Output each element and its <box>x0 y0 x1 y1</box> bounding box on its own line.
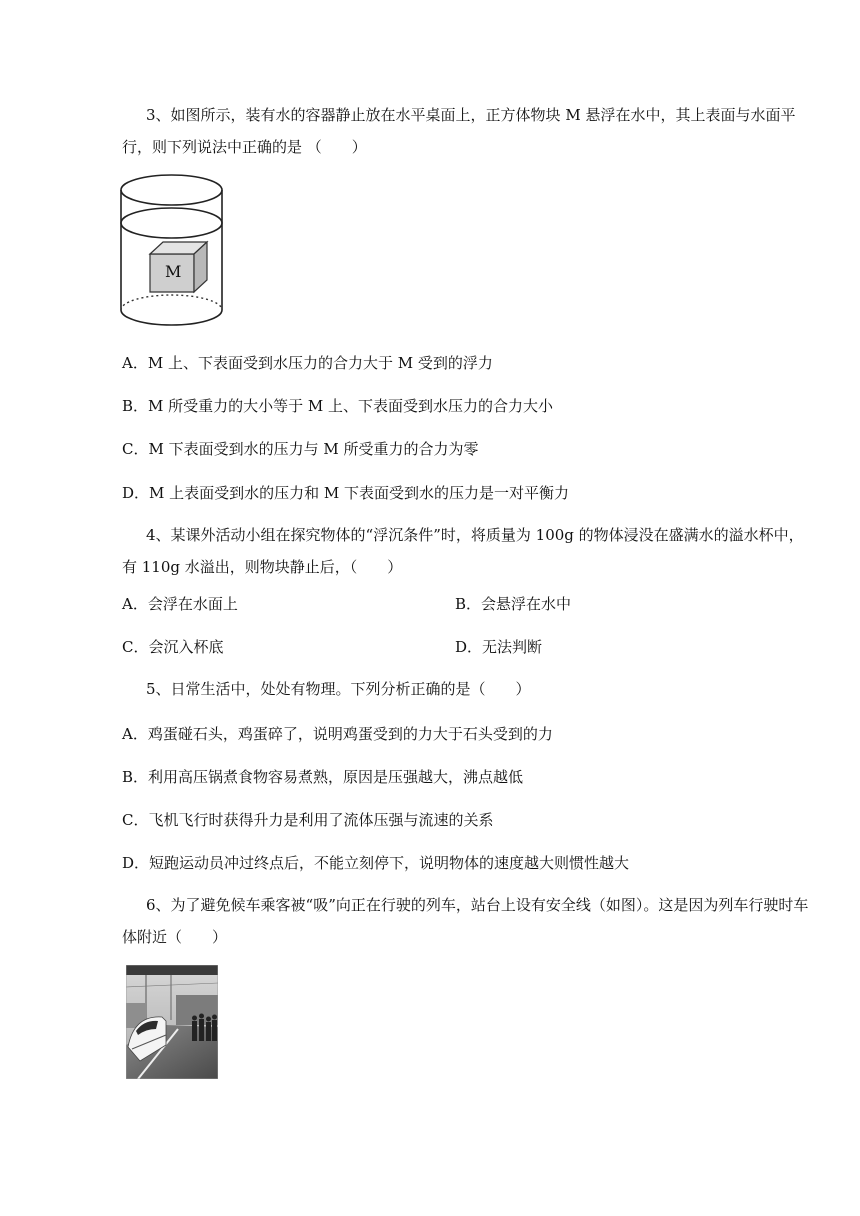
cube-m <box>150 242 207 292</box>
question-5-stem: 5、日常生活中，处处有物理。下列分析正确的是（ ） <box>146 680 531 698</box>
question-5-option-b: B．利用高压锅煮食物容易煮熟，原因是压强越大，沸点越低 <box>122 768 524 786</box>
question-4-option-d: D．无法判断 <box>455 638 543 656</box>
question-5-option-a: A．鸡蛋碰石头，鸡蛋碎了，说明鸡蛋受到的力大于石头受到的力 <box>122 725 553 743</box>
cube-label: M <box>165 262 182 281</box>
water-container-figure <box>118 170 226 330</box>
train-platform-photo <box>126 965 218 1079</box>
question-4-option-a: A．会浮在水面上 <box>122 595 238 613</box>
question-3-stem: 3、如图所示，装有水的容器静止放在水平桌面上，正方体物块 M 悬浮在水中，其上表面与水面平行，则下列说法中正确的是 （ ） <box>122 106 796 156</box>
question-5-option-d: D．短跑运动员冲过终点后，不能立刻停下，说明物体的速度越大则惯性越大 <box>122 854 630 872</box>
question-5-option-c: C．飞机飞行时获得升力是利用了流体压强与流速的关系 <box>122 811 494 829</box>
question-6-stem: 6、为了避免候车乘客被“吸”向正在行驶的列车，站台上设有安全线（如图）。这是因为列车行驶时车体附近（ ） <box>122 896 809 946</box>
question-3-option-a: A．M 上、下表面受到水压力的合力大于 M 受到的浮力 <box>122 354 493 372</box>
question-3-option-b: B．M 所受重力的大小等于 M 上、下表面受到水压力的合力大小 <box>122 397 554 415</box>
question-3-option-c: C．M 下表面受到水的压力与 M 所受重力的合力为零 <box>122 440 479 458</box>
question-4-option-c: C．会沉入杯底 <box>122 638 224 656</box>
question-3-option-d: D．M 上表面受到水的压力和 M 下表面受到水的压力是一对平衡力 <box>122 484 570 502</box>
question-4-option-b: B．会悬浮在水中 <box>455 595 572 613</box>
question-4-stem: 4、某课外活动小组在探究物体的“浮沉条件”时，将质量为 100g 的物体浸没在盛满水的溢水杯中，有 110g 水溢出，则物块静止后，（ ） <box>122 526 804 576</box>
